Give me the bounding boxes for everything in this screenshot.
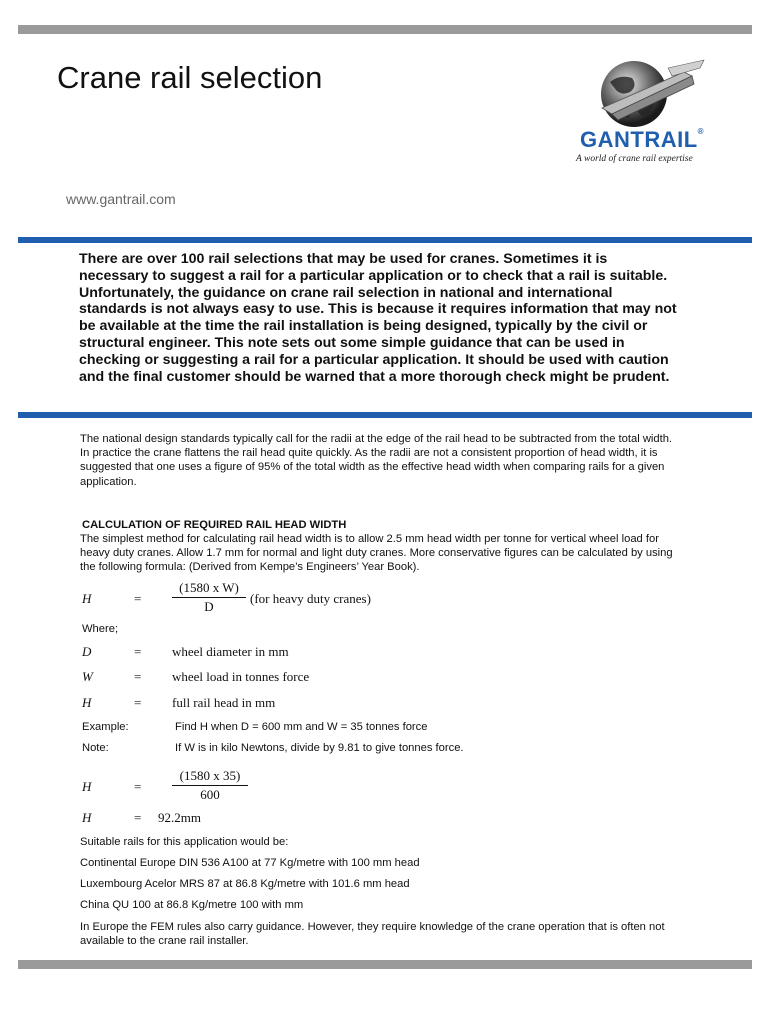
logo-tagline: A world of crane rail expertise xyxy=(576,154,693,164)
formula-denominator: D xyxy=(204,599,214,614)
rail-option: China QU 100 at 86.8 Kg/metre 100 with mm xyxy=(80,899,304,911)
bottom-divider xyxy=(18,960,752,969)
formula-note: (for heavy duty cranes) xyxy=(250,591,371,606)
intro-summary: There are over 100 rail selections that may be used for cranes. Sometimes it is necessary to suggest a rail for a particular application or to check that a rail is suitable. Unfortunately, the guidance on crane rail selection in national and international standards is not always easy to use. This is because it requires information that may not be available at the time the rail installation is being designed, typically by the civil or structural engineer. This note sets out some simple guidance that can be used in checking or suggesting a rail for a particular application. It should be used with caution and the final customer should be warned that a more thorough check might be prudent. xyxy=(79,251,677,385)
intro-top-divider xyxy=(18,237,752,243)
top-divider xyxy=(18,25,752,34)
def-text: wheel diameter in mm xyxy=(172,644,289,659)
note-label: Note: xyxy=(82,742,109,754)
calc-fraction xyxy=(172,768,248,803)
rail-option: Continental Europe DIN 536 A100 at 77 Kg/metre with 100 mm head xyxy=(80,857,420,869)
note-text: If W is in kilo Newtons, divide by 9.81 to give tonnes force. xyxy=(175,742,464,754)
def-text: wheel load in tonnes force xyxy=(172,669,310,684)
def-symbol: W xyxy=(82,669,93,684)
calc-lhs: H xyxy=(82,779,92,794)
rail-option: Luxembourg Acelor MRS 87 at 86.8 Kg/metre with 101.6 mm head xyxy=(80,878,410,890)
formula-lhs: H xyxy=(82,591,92,606)
where-label: Where; xyxy=(82,623,119,635)
def-equals: = xyxy=(134,695,142,710)
section-body: The simplest method for calculating rail head width is to allow 2.5 mm head width per tonne for vertical wheel load for heavy duty cranes. Allow 1.7 mm for normal and light duty cranes. More conservative figures can be calculated by using the following formula: (Derived from Kempe’s Engineers’ Year Book). xyxy=(80,533,673,574)
result-value: 92.2mm xyxy=(158,810,201,825)
def-equals: = xyxy=(134,669,142,684)
page-title: Crane rail selection xyxy=(57,60,323,95)
def-text: full rail head in mm xyxy=(172,695,276,710)
radii-paragraph: The national design standards typically call for the radii at the edge of the rail head to be subtracted from the total width. In practice the crane flattens the rail head quite quickly. As the radii are not a consistent proportion of head width, it is suggested that one uses a figure of 95% of the total width as the effective head width when comparing rails for a given application. xyxy=(80,433,673,488)
formula-fraction xyxy=(172,580,246,615)
example-label: Example: xyxy=(82,721,129,733)
formula-equals: = xyxy=(134,591,142,606)
def-symbol: H xyxy=(82,695,92,710)
result-equals: = xyxy=(134,810,142,825)
example-text: Find H when D = 600 mm and W = 35 tonnes force xyxy=(175,721,428,733)
closing-paragraph: In Europe the FEM rules also carry guidance. However, they require knowledge of the crane operation that is often not available to the crane rail installer. xyxy=(80,921,665,948)
def-equals: = xyxy=(134,644,142,659)
suitable-intro: Suitable rails for this application would be: xyxy=(80,836,289,848)
result-lhs: H xyxy=(82,810,92,825)
calc-denominator: 600 xyxy=(200,787,220,802)
formula-numerator: (1580 x W) xyxy=(172,580,246,598)
website-url: www.gantrail.com xyxy=(66,191,176,207)
logo-wordmark: GANTRAIL® xyxy=(580,127,705,152)
section-heading: CALCULATION OF REQUIRED RAIL HEAD WIDTH xyxy=(82,519,347,531)
globe-rail-icon xyxy=(572,58,722,130)
gantrail-logo xyxy=(572,58,722,168)
intro-bottom-divider xyxy=(18,412,752,418)
calc-numerator: (1580 x 35) xyxy=(172,768,248,786)
def-symbol: D xyxy=(82,644,92,659)
calc-equals: = xyxy=(134,779,142,794)
